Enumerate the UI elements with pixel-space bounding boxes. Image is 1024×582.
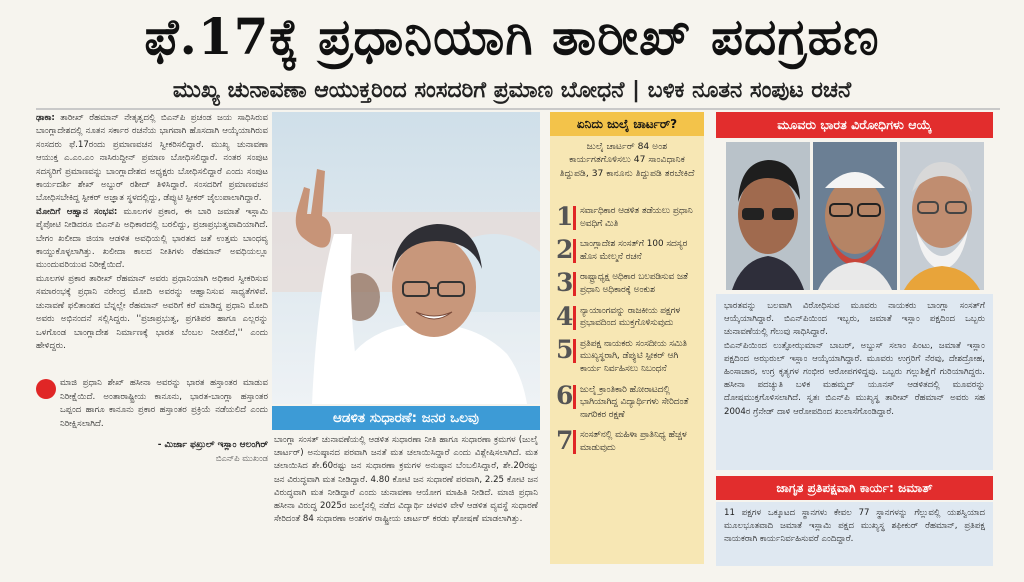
dateline: ಢಾಕಾ: xyxy=(36,113,55,123)
divider xyxy=(36,108,1000,110)
caption-text: ಬಾಂಗ್ಲಾ ಸಂಸತ್ ಚುನಾವಣೆಯಲ್ಲಿ ಆಡಳಿತ ಸುಧಾರಣಾ ನೀತಿ ಹಾಗೂ ಸುಧಾರಣಾ ಕ್ರಮಗಳ (ಜುಲೈ ಚಾರ್ಟರ್) ಅನುಷ್ಠಾನದ ಪರವಾಗಿ ಜನತೆ ಮತ ಚಲಾಯಿಸಿದ್ದಾರೆ ಎಂದು ವಿಶ್ಲೇಷಿಸಲಾಗಿದೆ. ಮತ ಚಲಾಯಿಸಿದ ಶೇ.60ರಷ್ಟು ಜನ ಸುಧಾರಣಾ ಕ್ರಮಗಳ ಅನುಷ್ಠಾನ ಬೆಂಬಲಿಸಿದ್ದಾರೆ, ಶೇ.20ರಷ್ಟು ಜನ ವಿರುದ್ಧವಾಗಿ ಮತ ನೀಡಿದ್ದಾರೆ. 4.80 ಕೋಟಿ ಜನ ಸುಧಾರಣೆ ಪರವಾಗಿ, 2.25 ಕೋಟಿ ಜನ ವಿರುದ್ಧವಾಗಿ ಮತ ನೀಡಿದ್ದಾರೆ ಎಂದು ಚುನಾವಣಾ ಆಯೋಗ ಮಾಹಿತಿ ನೀಡಿದೆ. ಮಾಜಿ ಪ್ರಧಾನಿ ಹಸೀನಾ ವಿರುದ್ಧ 2025ರ ಜುಲೈನಲ್ಲಿ ನಡೆದ ವಿದ್ಯಾರ್ಥಿ ಚಳವಳಿ ವೇಳೆ ಆಡಳಿತ ವ್ಯವಸ್ಥೆ ಸುಧಾರಣೆ ಸೇರಿದಂತೆ 84 ಸುಧಾರಣಾ ಅಂಶಗಳ ರಾಷ್ಟ್ರೀಯ ಚಾರ್ಟರ್ ಕರಡು ಘೋಷಣೆ ಮಾಡಲಾಗಿತ್ತು. xyxy=(274,435,538,525)
red-marker-icon xyxy=(573,430,576,454)
list-item xyxy=(556,204,700,230)
leader-victory-photo-icon xyxy=(272,112,540,404)
bullet-dot-icon xyxy=(36,379,56,399)
jamaat-article xyxy=(716,502,993,566)
red-marker-icon xyxy=(573,339,576,363)
headline: ಫೆ.17ಕ್ಕೆ ಪ್ರಧಾನಿಯಾಗಿ ತಾರೀಖ್ ಪದಗ್ರಹಣ xyxy=(144,7,880,66)
jamaat-title: ಜಾಗೃತ ಪ್ರತಿಪಕ್ಷವಾಗಿ ಕಾರ್ಯ: ಜಮಾತ್ xyxy=(716,476,993,500)
item-text: ಪ್ರತಿಪಕ್ಷ ನಾಯಕರು ಸಂಸದೀಯ ಸಮಿತಿ ಮುಖ್ಯಸ್ಥರಾಗಿ, ಡೆಪ್ಯುಟಿ ಸ್ಪೀಕರ್ ಆಗಿ ಕಾರ್ಯ ನಿರ್ವಹಿಸಲು ನಿಬಂಧನೆ xyxy=(580,338,687,374)
list-item xyxy=(556,270,700,296)
charter-list xyxy=(556,204,700,462)
item-number: 4 xyxy=(556,301,574,331)
charter-intro: ಜುಲೈ ಚಾರ್ಟರ್ 84 ಅಂಶ ಕಾರ್ಯಗತಗೊಳಿಸಲು 47 ಸಾಂವಿಧಾನಿಕ ತಿದ್ದುಪಡಿ, 37 ಕಾನೂನು ತಿದ್ದುಪಡಿ ತರಬೇಕಿದೆ xyxy=(559,141,695,179)
item-number: 5 xyxy=(556,334,574,364)
article-paragraph-2 xyxy=(36,206,268,273)
item-text: ಬಾಂಗ್ಲಾದೇಶ ಸಂಸತ್‌ಗೆ 100 ಸದಸ್ಯರ ಹೊಸ ಮೇಲ್ಮನೆ ರಚನೆ xyxy=(580,239,688,262)
subheadline: ಮುಖ್ಯ ಚುನಾವಣಾ ಆಯುಕ್ತರಿಂದ ಸಂಸದರಿಗೆ ಪ್ರಮಾಣ ಬೋಧನೆ | ಬಳಿಕ ನೂತನ ಸಂಪುಟ ರಚನೆ xyxy=(172,78,852,103)
article-text: ಮೂಲಗಳ ಪ್ರಕಾರ, ಈ ಬಾರಿ ಜಮಾತೆ ಇಸ್ಲಾಮಿ ಪೈಪೋಟಿ ನೀಡಿದರೂ ಬಿಎನ್‌ಪಿ ಅಧಿಕಾರದಲ್ಲಿ ಬರಲಿದ್ದು, ಪ್ರಜಾಪ್ರಭುತ್ವವಾದಿಯಾಗಿದೆ. ಬೇಗಂ ಖಲೀದಾ ಜಿಯಾ ಆಡಳಿತ ಅವಧಿಯಲ್ಲಿ ಭಾರತದ ಜತೆ ಉತ್ತಮ ಬಾಂಧವ್ಯ ಕಾಯ್ದುಕೊಳ್ಳಲಾಗಿತ್ತು. ಖಲೀದಾ ಕಾಲದ ನೀತಿಗಳು ರೆಹಮಾನ್ ಅವಧಿಯಲ್ಲೂ ಮುಂದುವರಿಯುವ ನಿರೀಕ್ಷೆಯಿದೆ. xyxy=(36,206,268,271)
item-text: ಜುಲೈ ಕ್ರಾಂತಿಕಾರಿ ಹೋರಾಟದಲ್ಲಿ ಭಾಗಿಯಾಗಿದ್ದ ವಿದ್ಯಾರ್ಥಿಗಳು ಸೇರಿದಂತೆ ನಾಗರಿಕರ ರಕ್ಷಣೆ xyxy=(580,384,689,420)
article-paragraph-1 xyxy=(36,112,268,206)
item-text: ಸರ್ವಾಧಿಕಾರ ಆಡಳಿತ ತಡೆಯಲು ಪ್ರಧಾನಿ ಅವಧಿಗೆ ಮಿತಿ xyxy=(580,206,693,229)
quote-text: ಮಾಜಿ ಪ್ರಧಾನಿ ಶೇಖ್ ಹಸೀನಾ ಅವರನ್ನು ಭಾರತ ಹಸ್ತಾಂತರ ಮಾಡುವ ನಿರೀಕ್ಷೆಯಿದೆ. ಅಂತಾರಾಷ್ಟ್ರೀಯ ಕಾನೂನು, ಭಾರತ-ಬಾಂಗ್ಲಾ ಹಸ್ತಾಂತರ ಒಪ್ಪಂದ ಹಾಗೂ ಕಾನೂನು ಪ್ರಕಾರ ಹಸ್ತಾಂತರ ಪ್ರಕ್ರಿಯೆ ನಡೆಯಲಿದೆ ಎಂದು ನಿರೀಕ್ಷಿಸಲಾಗಿದೆ. xyxy=(60,378,268,429)
three-portraits-icon xyxy=(726,142,984,290)
article-text: 11 ಪಕ್ಷಗಳ ಒಕ್ಕೂಟದ ಸ್ಥಾನಗಳು ಕೇವಲ 77 ಸ್ಥಾನಗಳನ್ನು ಗೆಲ್ಲುವಲ್ಲಿ ಯಶಸ್ವಿಯಾದ ಮೂಲಭೂತವಾದಿ ಜಮಾತೆ ಇಸ್ಲಾಮಿ ಪಕ್ಷದ ಮುಖ್ಯಸ್ಥ ಶಫೀಕುರ್ ರೆಹಮಾನ್, ಪ್ರತಿಪಕ್ಷ ನಾಯಕರಾಗಿ ಕಾರ್ಯನಿರ್ವಹಿಸುವರೆ ಎಂದಿದ್ದಾರೆ. xyxy=(724,508,985,545)
list-item xyxy=(556,428,700,454)
opponents-photos xyxy=(726,142,984,290)
item-number: 7 xyxy=(556,426,574,456)
item-text: ನ್ಯಾಯಾಂಗವನ್ನು ರಾಜಕೀಯ ಪಕ್ಷಗಳ ಪ್ರಭಾವದಿಂದ ಮುಕ್ತಗೊಳಿಸುವುದು xyxy=(580,305,681,329)
opponents-article xyxy=(716,294,993,470)
photo-caption: ಆಡಳಿತ ಸುಧಾರಣೆ: ಜನರ ಒಲವು xyxy=(272,406,540,430)
quote-box xyxy=(36,377,268,431)
opponents-title: ಮೂವರು ಭಾರತ ವಿರೋಧಿಗಳು ಆಯ್ಕೆ xyxy=(716,112,993,138)
article-text: ತಾರೀಖ್ ರೆಹಮಾನ್ ನೇತೃತ್ವದಲ್ಲಿ ಬಿಎನ್‌ಪಿ ಪ್ರಚಂಡ ಜಯ ಸಾಧಿಸಿರುವ ಬಾಂಗ್ಲಾದೇಶದಲ್ಲಿ ನೂತನ ಸರ್ಕಾರ ರಚನೆಯ ಭಾಗವಾಗಿ ಹೊಸದಾಗಿ ಆಯ್ಕೆಯಾಗಿರುವ ಸಂಸದರು ಫೆ.17ರಂದು ಪ್ರಮಾಣವಚನ ಸ್ವೀಕರಿಸಲಿದ್ದಾರೆ. ಮುಖ್ಯ ಚುನಾವಣಾ ಆಯುಕ್ತ ಎ.ಎಂ.ಎಂ ನಾಸಿರುದ್ದೀನ್ ಪ್ರಮಾಣ ಬೋಧಿಸಲಿದ್ದಾರೆ. ನಂತರ ಸಂಪುಟ ಸದಸ್ಯರಿಗೆ ಪ್ರಮಾಣವನ್ನು ಬಾಂಗ್ಲಾದೇಶದ ಅಧ್ಯಕ್ಷರು ಬೋಧಿಸಲಿದ್ದಾರೆ ಎಂದು ಸಂಪುಟ ಕಾರ್ಯದರ್ಶಿ ಶೇಖ್ ಅಬ್ದುರ್ ರಶೀದ್ ತಿಳಿಸಿದ್ದಾರೆ. ಸಂಸದರಿಗೆ ಪ್ರಮಾಣವಚನ ಬೋಧಿಸಬೇಕಿದ್ದ ಸ್ಪೀಕರ್ ಅಜ್ಞಾತ ಸ್ಥಳದಲ್ಲಿದ್ದು, ಡೆಪ್ಯುಟಿ ಸ್ಪೀಕರ್ ಜೈಲುಪಾಲಾಗಿದ್ದಾರೆ. xyxy=(36,113,268,204)
byline: - ಮಿರ್ಜಾ ಫಖ್ರುಲ್ ಇಸ್ಲಾಂ ಆಲಂಗಿರ್ xyxy=(157,439,268,450)
list-item xyxy=(556,380,700,422)
list-item xyxy=(556,301,700,331)
caption-article xyxy=(274,434,538,568)
article-text: ಭಾರತವನ್ನು ಬಲವಾಗಿ ವಿರೋಧಿಸುವ ಮೂವರು ನಾಯಕರು ಬಾಂಗ್ಲಾ ಸಂಸತ್‌ಗೆ ಆಯ್ಕೆಯಾಗಿದ್ದಾರೆ. ಬಿಎನ್‌ಪಿಯಿಂದ ಇಬ್ಬರು, ಜಮಾತೆ ಇಸ್ಲಾಂ ಪಕ್ಷದಿಂದ ಒಬ್ಬರು ಚುನಾವಣೆಯಲ್ಲಿ ಗೆಲುವು ಸಾಧಿಸಿದ್ದಾರೆ. xyxy=(724,301,985,338)
item-number: 3 xyxy=(556,268,574,298)
article-paragraph-3: ಮೂಲಗಳ ಪ್ರಕಾರ ತಾರೀಖ್ ರೆಹಮಾನ್ ಅವರು ಪ್ರಧಾನಿಯಾಗಿ ಅಧಿಕಾರ ಸ್ವೀಕರಿಸುವ ಸಮಾರಂಭಕ್ಕೆ ಪ್ರಧಾನಿ ನರೇಂದ್ರ ಮೋದಿ ಅವರನ್ನು ಆಹ್ವಾನಿಸುವ ಸಾಧ್ಯತೆಗಳಿವೆ. ಚುನಾವಣೆ ಫಲಿತಾಂಶದ ಬೆನ್ನಲ್ಲೇ ರೆಹಮಾನ್ ಅವರಿಗೆ ಕರೆ ಮಾಡಿದ್ದ ಪ್ರಧಾನಿ ಮೋದಿ ಅವರು ಅಭಿನಂದನೆ ಸಲ್ಲಿಸಿದ್ದರು. ''ಪ್ರಜಾಪ್ರಭುತ್ವ, ಪ್ರಗತಿಪರ ಹಾಗೂ ಎಲ್ಲರನ್ನು ಒಳಗೊಂಡ ಬಾಂಗ್ಲಾದೇಶ ನಿರ್ಮಾಣಕ್ಕೆ ಭಾರತ ಬೆಂಬಲ ನೀಡಲಿದೆ,'' ಎಂದು ಹೇಳಿದ್ದರು. xyxy=(36,273,268,351)
red-marker-icon xyxy=(573,272,576,296)
item-number: 2 xyxy=(556,235,574,265)
item-text: ರಾಷ್ಟ್ರಾಧ್ಯಕ್ಷ ಅಧಿಕಾರ ಬಲಪಡಿಸುವ ಜತೆ ಪ್ರಧಾನಿ ಅಧಿಕಾರಕ್ಕೆ ಅಂಕುಶ xyxy=(580,272,688,295)
charter-title: ಏನಿದು ಜುಲೈ ಚಾರ್ಟರ್? xyxy=(550,112,704,136)
red-marker-icon xyxy=(573,206,576,230)
red-marker-icon xyxy=(573,306,576,330)
red-marker-icon xyxy=(573,385,576,409)
article-text: ಬಿಎನ್‌ಪಿಯಿಂದ ಲುತ್ಫೋಝಮಾನ್ ಬಾಬರ್, ಅಬ್ದುಸ್ ಸಲಾಂ ಪಿಂಟು, ಜಮಾತೆ ಇಸ್ಲಾಂ ಪಕ್ಷದಿಂದ ಅಝರುಲ್ ಇಸ್ಲಾಂ ಆಯ್ಕೆಯಾಗಿದ್ದಾರೆ. ಮೂವರು ಉಗ್ರರಿಗೆ ನೆರವು, ದೇಶದ್ರೋಹ, ಹಿಂಸಾಚಾರ, ಉಗ್ರ ಕೃತ್ಯಗಳ ಗಂಭೀರ ಆರೋಪಗಳಿದ್ದವು. ಒಬ್ಬರು ಗಲ್ಲುಶಿಕ್ಷೆಗೆ ಗುರಿಯಾಗಿದ್ದರು. ಹಸೀನಾ ಪದಚ್ಯುತಿ ಬಳಿಕ ಮಹಮ್ಮದ್ ಯೂನಸ್ ಆಡಳಿತದಲ್ಲಿ ಮೂವರನ್ನು ದೋಷಮುಕ್ತಗೊಳಿಸಲಾಗಿದೆ. ಸ್ವತಃ ಬಿಎನ್‌ಪಿ ಮುಖ್ಯಸ್ಥ ತಾರೀಖ್ ರೆಹಮಾನ್ ಅವರು ಸಹ 2004ರ ಗ್ರೆನೇಡ್ ದಾಳಿ ಆರೋಪದಿಂದ ಖುಲಾಸೆಗೊಂಡಿದ್ದಾರೆ. xyxy=(724,340,985,417)
lead-photo xyxy=(272,112,540,404)
july-charter-box xyxy=(550,112,704,564)
item-text: ಸಂಸತ್‌ನಲ್ಲಿ ಮಹಿಳಾ ಪ್ರಾತಿನಿಧ್ಯ ಹೆಚ್ಚಳ ಮಾಡುವುದು xyxy=(580,430,687,453)
byline-role: ಬಿಎನ್‌ಪಿ ಮುಖಂಡ xyxy=(215,453,268,464)
list-item xyxy=(556,237,700,263)
subheading: ಮೋದಿಗೆ ಆಹ್ವಾನ ಸಂಭವ: xyxy=(36,206,118,217)
item-number: 1 xyxy=(556,202,574,231)
red-marker-icon xyxy=(573,239,576,263)
list-item xyxy=(556,334,700,376)
main-article xyxy=(36,112,268,566)
item-number: 6 xyxy=(556,380,574,410)
